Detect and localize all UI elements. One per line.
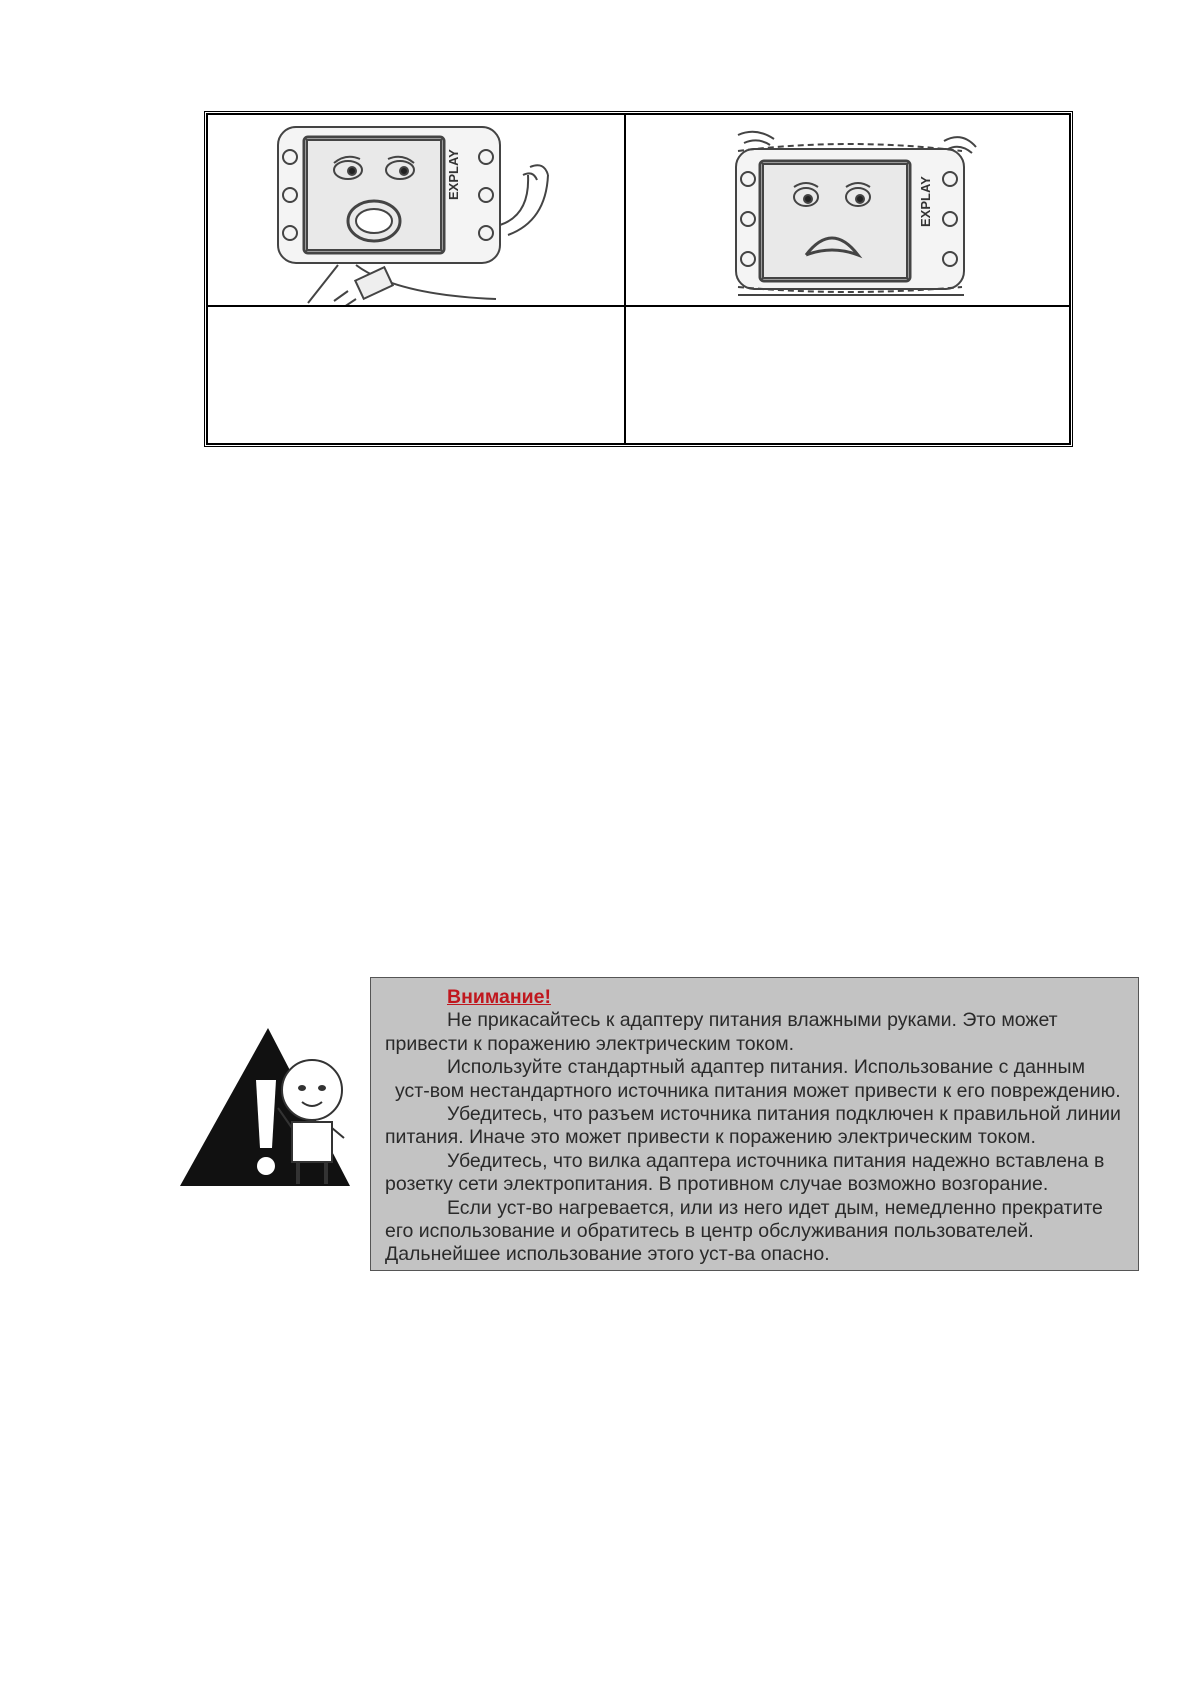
- illustration-table: [204, 111, 1073, 447]
- device-with-power-plug-icon: [208, 115, 624, 305]
- notice-title: Внимание!: [447, 986, 551, 1008]
- svg-text:EXPLAY: EXPLAY: [446, 149, 461, 200]
- warning-notice-box: [370, 977, 1139, 1271]
- notice-line: Дальнейшее использование этого уст-ва опасно.: [385, 1243, 830, 1266]
- notice-line: Убедитесь, что разъем источника питания подключен к правильной линии: [447, 1103, 1121, 1126]
- notice-line: Не прикасайтесь к адаптеру питания влажными руками. Это может: [447, 1009, 1058, 1032]
- notice-line: Если уст-во нагревается, или из него идет дым, немедленно прекратите: [447, 1196, 1103, 1219]
- notice-line: Используйте стандартный адаптер питания. Использование с данным: [447, 1056, 1085, 1079]
- illustration-cell-plug: [207, 114, 625, 306]
- notice-line: Убедитесь, что вилка адаптера источника питания надежно вставлена в: [447, 1149, 1105, 1172]
- caption-cell-left: [207, 306, 625, 444]
- notice-line: привести к поражению электрическим током.: [385, 1032, 795, 1055]
- illustration-cell-wet: [625, 114, 1070, 306]
- svg-text:EXPLAY: EXPLAY: [918, 176, 933, 227]
- warning-mascot-icon: [178, 1020, 352, 1188]
- notice-line: уст-вом нестандартного источника питания может привести к его повреждению.: [395, 1079, 1121, 1102]
- notice-line: его использование и обратитесь в центр обслуживания пользователей.: [385, 1220, 1034, 1243]
- caption-cell-right: [625, 306, 1070, 444]
- notice-line: розетку сети электропитания. В противном случае возможно возгорание.: [385, 1173, 1049, 1196]
- notice-line: питания. Иначе это может привести к поражению электрическим током.: [385, 1126, 1036, 1149]
- device-shaking-wet-icon: [626, 115, 1070, 305]
